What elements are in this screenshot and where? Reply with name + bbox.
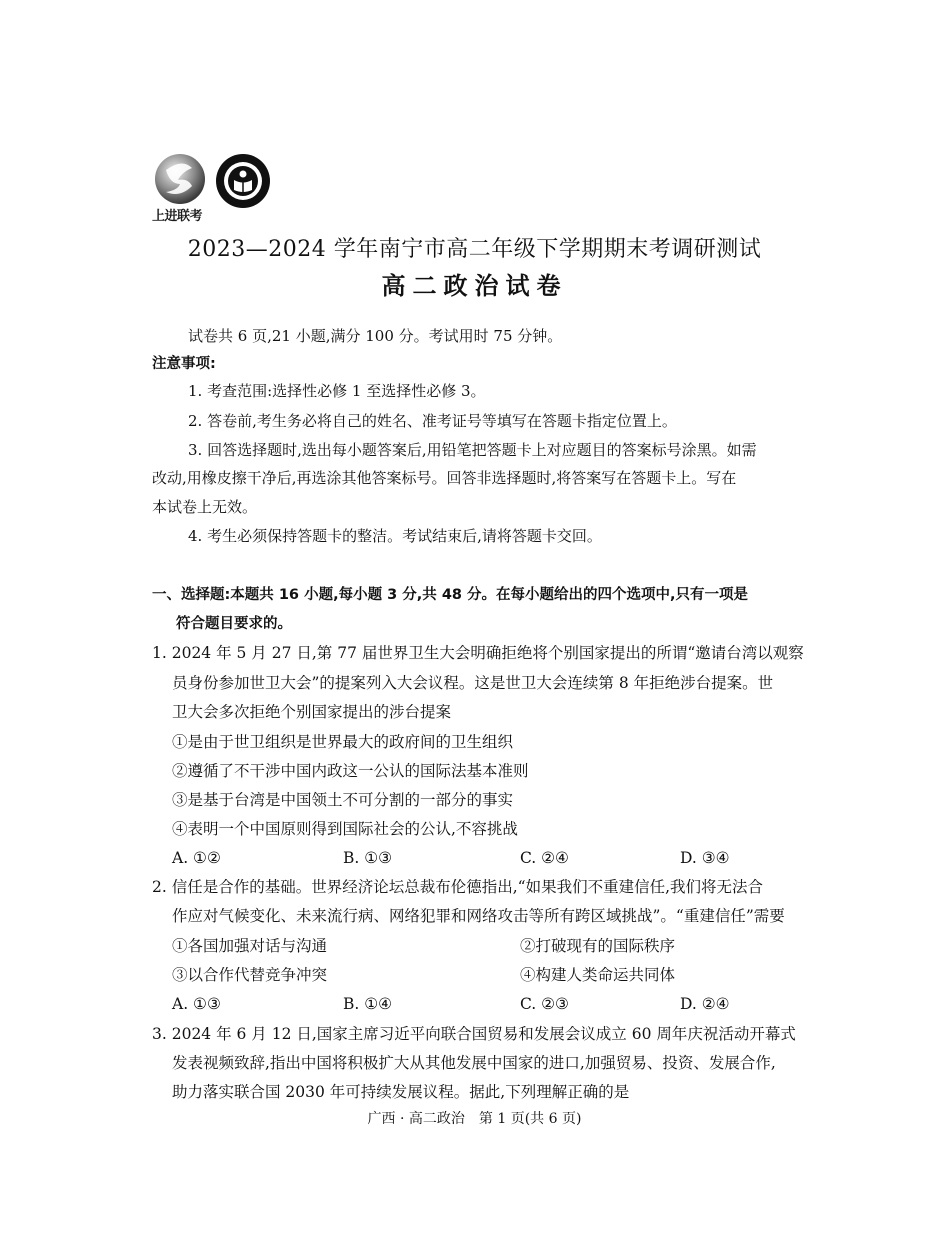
intro-line: 试卷共 6 页,21 小题,满分 100 分。考试用时 75 分钟。 xyxy=(188,327,563,345)
question-3-stem: 3. 2024 年 6 月 12 日,国家主席习近平向联合国贸易和发展会议成立 60 周年庆祝活动开幕式 xyxy=(152,1025,796,1043)
section-heading-cont: 符合题目要求的。 xyxy=(176,616,292,632)
exam-logo xyxy=(152,152,277,224)
question-1-stem: 1. 2024 年 5 月 27 日,第 77 届世界卫生大会明确拒绝将个别国家提出的所谓“邀请台湾以观察 xyxy=(152,644,804,662)
question-2-stem: 2. 信任是合作的基础。世界经济论坛总裁布伦德指出,“如果我们不重建信任,我们将无法合 xyxy=(152,878,763,896)
question-3-stem: 助力落实联合国 2030 年可持续发展议程。据此,下列理解正确的是 xyxy=(172,1083,630,1101)
question-2-stem: 作应对气候变化、未来流行病、网络犯罪和网络攻击等所有跨区域挑战”。“重建信任”需要 xyxy=(172,907,785,925)
question-1-statement: ③是基于台湾是中国领土不可分割的一部分的事实 xyxy=(172,791,514,809)
question-1-statement: ①是由于世卫组织是世界最大的政府间的卫生组织 xyxy=(172,733,514,751)
question-2-statement: ③以合作代替竞争冲突 xyxy=(172,966,328,984)
question-2-option-d: D. ②④ xyxy=(680,995,730,1013)
notice-item-cont: 改动,用橡皮擦干净后,再选涂其他答案标号。回答非选择题时,将答案写在答题卡上。写在 xyxy=(152,469,737,487)
logo-emblem-icon xyxy=(152,152,277,208)
logo-caption: 上进联考 xyxy=(152,209,203,224)
section-heading: 一、选择题:本题共 16 小题,每小题 3 分,共 48 分。在每小题给出的四个选项中,只有一项是 xyxy=(152,587,749,603)
notice-item: 4. 考生必须保持答题卡的整洁。考试结束后,请将答题卡交回。 xyxy=(188,527,602,545)
question-2-option-c: C. ②③ xyxy=(520,995,569,1013)
question-1-stem: 卫大会多次拒绝个别国家提出的涉台提案 xyxy=(172,703,452,721)
notice-item: 2. 答卷前,考生务必将自己的姓名、准考证号等填写在答题卡指定位置上。 xyxy=(188,412,677,430)
question-2-statement: ②打破现有的国际秩序 xyxy=(520,937,676,955)
question-1-statement: ④表明一个中国原则得到国际社会的公认,不容挑战 xyxy=(172,820,518,838)
question-1-option-c: C. ②④ xyxy=(520,849,569,867)
question-1-stem: 员身份参加世卫大会”的提案列入大会议程。这是世卫大会连续第 8 年拒绝涉台提案。世 xyxy=(172,674,774,692)
notice-item: 3. 回答选择题时,选出每小题答案后,用铅笔把答题卡上对应题目的答案标号涂黑。如需 xyxy=(188,441,757,459)
notice-item-cont: 本试卷上无效。 xyxy=(152,498,258,516)
question-2-statement: ①各国加强对话与沟通 xyxy=(172,937,328,955)
question-2-option-a: A. ①③ xyxy=(172,995,221,1013)
exam-title: 2023—2024 学年南宁市高二年级下学期期末考调研测试 xyxy=(187,237,762,262)
question-3-stem: 发表视频致辞,指出中国将积极扩大从其他发展中国家的进口,加强贸易、投资、发展合作, xyxy=(172,1054,776,1072)
question-1-option-b: B. ①③ xyxy=(343,849,393,867)
question-1-statement: ②遵循了不干涉中国内政这一公认的国际法基本准则 xyxy=(172,762,529,780)
question-1-option-d: D. ③④ xyxy=(680,849,730,867)
page-footer: 广西 · 高二政治 第 1 页(共 6 页) xyxy=(367,1111,582,1127)
question-2-statement: ④构建人类命运共同体 xyxy=(520,966,676,984)
paper-subtitle: 高二政治试卷 xyxy=(381,272,568,300)
question-2-option-b: B. ①④ xyxy=(343,995,393,1013)
question-1-option-a: A. ①② xyxy=(172,849,221,867)
notice-item: 1. 考查范围:选择性必修 1 至选择性必修 3。 xyxy=(188,382,486,400)
notice-heading: 注意事项: xyxy=(152,356,216,372)
